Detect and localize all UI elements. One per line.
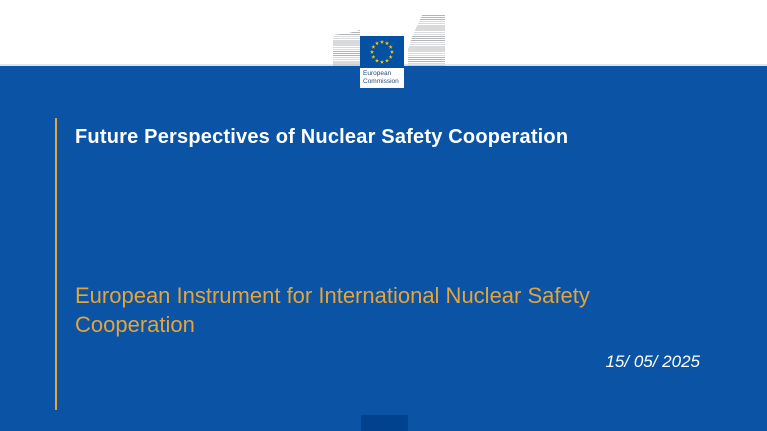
footer-page-box: [361, 415, 408, 431]
wordmark-line-1: European: [363, 70, 392, 77]
wordmark-line-2: Commission: [363, 77, 399, 85]
eu-flag-icon: [360, 36, 404, 68]
slide-title: Future Perspectives of Nuclear Safety Cooperation: [75, 126, 569, 148]
flag-lines-right-icon: [408, 15, 445, 67]
accent-line: [55, 118, 57, 410]
slide-subtitle: European Instrument for International Nuclear Safety Cooperation: [75, 283, 590, 337]
slide-date: 15/ 05/ 2025: [605, 352, 700, 371]
logo-wordmark: [360, 68, 404, 88]
flag-lines-left-icon: [333, 30, 360, 66]
slide-background: [0, 66, 767, 431]
